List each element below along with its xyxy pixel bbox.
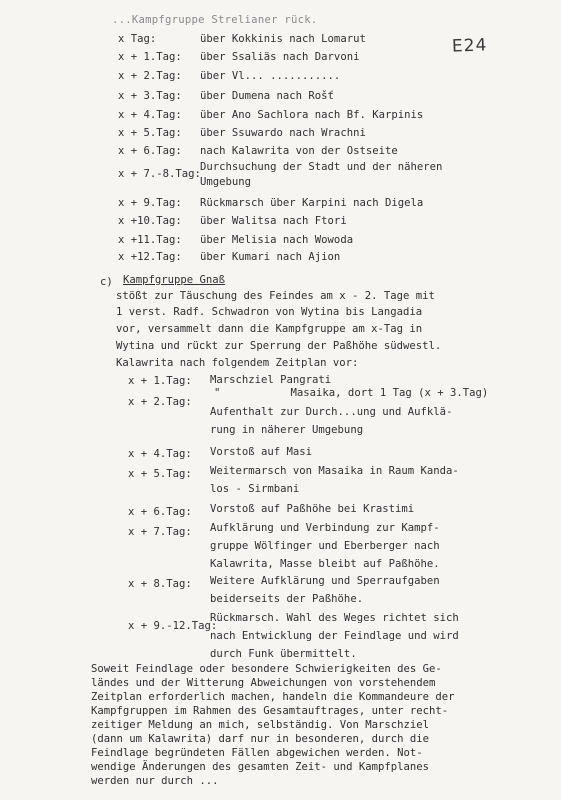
schedule-text-continued: Umgebung: [200, 176, 252, 188]
schedule-text: beiderseits der Paßhöhe.: [210, 593, 364, 605]
schedule-day: x + 1.Tag:: [128, 375, 192, 387]
paragraph-line: werden nur durch ...: [91, 775, 225, 787]
paragraph-line: Zeitplan erforderlich machen, handeln die Kommandeure der: [91, 691, 455, 703]
schedule-text: " Masaika, dort 1 Tag (x + 3.Tag): [214, 387, 489, 399]
schedule-text: Vorstoß auf Paßhöhe bei Krastimi: [210, 503, 415, 515]
schedule-text: über Kokkinis nach Lomarut: [200, 33, 366, 45]
schedule-day: x +12.Tag:: [118, 251, 182, 263]
intro-line: vor, versammelt dann die Kampfgruppe am x-Tag in: [116, 323, 423, 335]
schedule-text: gruppe Wölfinger und Eberberger nach: [210, 540, 440, 552]
schedule-day: x + 7.Tag:: [128, 526, 192, 538]
schedule-text: über Ano Sachlora nach Bf. Karpinis: [200, 109, 424, 121]
schedule-day: x + 9.-12.Tag:: [128, 620, 218, 632]
archive-stamp: E24: [451, 35, 488, 57]
schedule-text: nach Entwicklung der Feindlage und wird: [210, 630, 459, 642]
schedule-text: Durchsuchung der Stadt und der näheren: [200, 161, 443, 173]
schedule-text: Vorstoß auf Masi: [210, 446, 313, 458]
header-line: ...Kampfgruppe Strelianer rück.: [112, 14, 318, 26]
schedule-text: Weitere Aufklärung und Sperraufgaben: [210, 575, 440, 587]
paragraph-line: wendige Änderungen des gesamten Zeit- und Kampfplanes: [91, 761, 430, 773]
section-label: c): [100, 276, 113, 288]
schedule-text: Aufklärung und Verbindung zur Kampf-: [210, 522, 440, 534]
schedule-text: Rückmarsch. Wahl des Weges richtet sich: [210, 612, 459, 624]
intro-line: stößt zur Täuschung des Feindes am x - 2. Tage mit: [116, 290, 435, 302]
schedule-text: über Melisia nach Wowoda: [200, 234, 354, 246]
schedule-text: über Kumari nach Ajion: [200, 251, 341, 263]
schedule-day: x + 4.Tag:: [118, 109, 182, 121]
schedule-day: x + 2.Tag:: [118, 70, 182, 82]
schedule-day: x + 9.Tag:: [118, 197, 182, 209]
schedule-day: x + 5.Tag:: [128, 468, 192, 480]
schedule-day: x + 3.Tag:: [118, 90, 182, 102]
schedule-text: Rückmarsch über Karpini nach Digela: [200, 197, 424, 209]
paragraph-line: (dann um Kalawrita) darf nur in besonderen, durch die: [91, 733, 430, 745]
schedule-day: x Tag:: [118, 33, 157, 45]
schedule-text: über Dumena nach Rošť: [200, 90, 334, 102]
schedule-day: x + 7.-8.Tag:: [118, 168, 201, 180]
schedule-text: rung in näherer Umgebung: [210, 424, 364, 436]
intro-line: Kalawrita nach folgendem Zeitplan vor:: [116, 357, 359, 369]
schedule-text: nach Kalawrita von der Ostseite: [200, 145, 398, 157]
paragraph-line: zeitiger Meldung an mich, selbständig. Von Marschziel: [91, 719, 430, 731]
intro-line: Wytina und rückt zur Sperrung der Paßhöhe südwestl.: [116, 340, 442, 352]
schedule-text: über Vl... ...........: [200, 70, 341, 82]
intro-line: 1 verst. Radf. Schwadron von Wytina bis Langadia: [116, 306, 423, 318]
schedule-text: Marschziel Pangrati: [210, 374, 332, 386]
schedule-text: über Walitsa nach Ftori: [200, 215, 347, 227]
schedule-day: x + 8.Tag:: [128, 578, 192, 590]
section-title: Kampfgruppe Gnaß: [123, 274, 226, 286]
schedule-day: x + 1.Tag:: [118, 51, 182, 63]
schedule-day: x + 5.Tag:: [118, 127, 182, 139]
schedule-text: los - Sirmbani: [210, 483, 300, 495]
schedule-day: x +11.Tag:: [118, 234, 182, 246]
paragraph-line: Soweit Feindlage oder besondere Schwierigkeiten des Ge-: [91, 663, 442, 675]
paragraph-line: Feindlage begründeten Fällen abgewichen werden. Not-: [91, 747, 423, 759]
paragraph-line: ländes und der Witterung Abweichungen von vorstehendem: [91, 677, 436, 689]
schedule-text: durch Funk übermittelt.: [210, 648, 357, 660]
schedule-text: Weitermarsch von Masaika in Raum Kanda-: [210, 465, 459, 477]
schedule-text: Kalawrita, Masse bleibt auf Paßhöhe.: [210, 558, 440, 570]
schedule-day: x + 4.Tag:: [128, 448, 192, 460]
schedule-day: x + 2.Tag:: [128, 396, 192, 408]
schedule-text: Aufenthalt zur Durch...ung und Aufklä-: [210, 406, 453, 418]
schedule-text: über Ssaliäs nach Darvoni: [200, 51, 360, 63]
schedule-day: x + 6.Tag:: [128, 506, 192, 518]
schedule-day: x + 6.Tag:: [118, 145, 182, 157]
paragraph-line: Kampfgruppen im Rahmen des Gesamtauftrages, unter recht-: [91, 705, 449, 717]
schedule-text: über Ssuwardo nach Wrachni: [200, 127, 366, 139]
schedule-day: x +10.Tag:: [118, 215, 182, 227]
